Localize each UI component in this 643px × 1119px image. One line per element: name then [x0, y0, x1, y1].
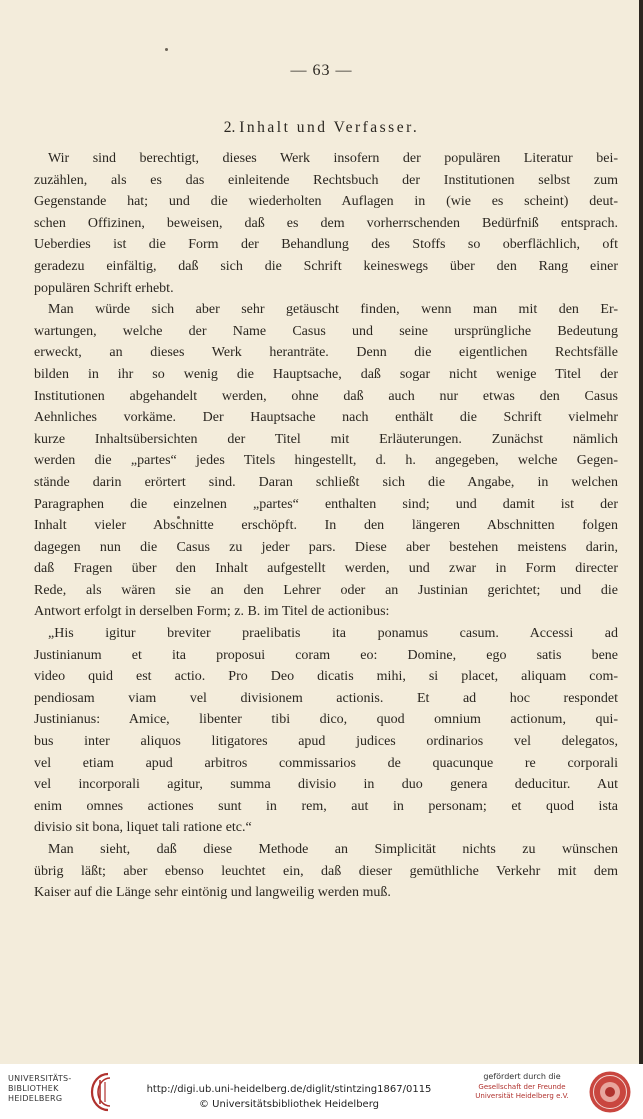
library-logo-icon — [86, 1070, 120, 1114]
text-line: Aehnliches vorkäme. Der Hauptsache nach enthält die Schrift vielmehr — [34, 410, 618, 426]
text-line: Wir sind berechtigt, dieses Werk insofern der populären Literatur bei- — [48, 151, 618, 166]
section-title: Inhalt und Verfasser. — [239, 119, 420, 136]
text-line: schen Offizinen, beweisen, daß es dem vorherrschenden Bedürfniß entsprach. — [34, 215, 618, 231]
library-name-line: HEIDELBERG — [8, 1094, 63, 1103]
text-line: erweckt, an dieses Werk heranträte. Denn die eigentlichen Rechtsfälle — [34, 345, 618, 361]
text-line: Man sieht, daß diese Methode an Simplicität nichts zu wünschen — [48, 842, 618, 857]
text-line: vel incorporali agitur, summa divisio in duo genera deducitur. Aut — [34, 777, 618, 793]
text-line: stände darin erörtert sind. Daran schließt sich die Angabe, in welchen — [34, 474, 618, 490]
text-line: daß Fragen über den Inhalt aufgestellt werden, und zwar in Form directer — [34, 561, 618, 577]
text-line: enim omnes actiones sunt in rem, aut in personam; et quod ista — [34, 798, 618, 814]
text-line: Rede, als wären sie an den Lehrer oder an Justinian gerichtet; und die — [34, 582, 618, 598]
text-line: Justinianum et ita proposui coram eo: Domine, ego satis bene — [34, 647, 618, 663]
text-line: Gegenstande hat; und die wiederholten Auflagen in (wie es scheint) deut- — [34, 194, 618, 210]
text-line: Ueberdies ist die Form der Behandlung des Stoffs so oberflächlich, oft — [34, 237, 618, 253]
copyright-notice: © Universitätsbibliothek Heidelberg — [198, 1099, 379, 1110]
section-number: 2. — [223, 119, 236, 136]
university-seal-icon — [588, 1070, 632, 1114]
text-line: bus inter aliquos litigatores apud judices ordinarios vel delegatos, — [34, 734, 618, 750]
source-url-link[interactable]: http://digi.ub.uni-heidelberg.de/diglit/stintzing1867/0115 — [146, 1084, 432, 1095]
ink-speck — [165, 48, 168, 51]
text-line: werden die „partes“ jedes Titels hingestellt, d. h. angegeben, welche Gegen- — [34, 453, 618, 469]
text-line: Kaiser auf die Länge sehr eintönig und langweilig werden muß. — [34, 885, 391, 901]
text-line: Paragraphen die einzelnen „partes“ enthalten sind; und damit ist der — [34, 496, 618, 512]
sponsor-line: gefördert durch die — [483, 1072, 561, 1081]
section-heading — [0, 119, 643, 137]
sponsor-line: Gesellschaft der Freunde — [478, 1083, 566, 1091]
text-line: Institutionen abgehandelt werden, ohne daß auch nur etwas den Casus — [34, 388, 618, 404]
text-line: geradezu einfältig, daß sich die Schrift keineswegs über den Rang einer — [34, 258, 618, 274]
footer-bar — [0, 1064, 643, 1119]
text-line: Man würde sich aber sehr getäuscht finden, wenn man mit den Er- — [48, 302, 618, 318]
text-line: wartungen, welche der Name Casus und seine ursprüngliche Bedeutung — [34, 323, 618, 339]
library-name-line: UNIVERSITÄTS- — [8, 1074, 72, 1083]
library-name-line: BIBLIOTHEK — [8, 1084, 59, 1093]
text-line: populären Schrift erhebt. — [34, 280, 174, 296]
body-text — [34, 148, 618, 904]
text-line: dagegen nun die Casus zu jeder pars. Diese aber bestehen meistens darin, — [34, 539, 618, 555]
text-line: kurze Inhaltsübersichten der Titel mit Erläuterungen. Zunächst nämlich — [34, 431, 618, 447]
text-line: divisio sit bona, liquet tali ratione etc.“ — [34, 820, 252, 836]
library-name — [8, 1074, 88, 1104]
text-line: Antwort erfolgt in derselben Form; z. B. im Titel de actionibus: — [34, 604, 390, 620]
text-line: „His igitur breviter praelibatis ita ponamus casum. Accessi ad — [48, 626, 618, 642]
text-line: Justinianus: Amice, libenter tibi dico, quod omnium actionum, qui- — [34, 712, 618, 728]
text-line: zuzählen, als es das einleitende Rechtsbuch der Institutionen selbst zum — [34, 172, 618, 188]
sponsor-note — [462, 1072, 582, 1101]
page-number: — 63 — — [290, 62, 353, 79]
text-line: pendiosam viam vel divisionem actionis. Et ad hoc respondet — [34, 690, 618, 706]
text-line: übrig läßt; aber ebenso leuchtet ein, daß dieser gemüthliche Verkehr mit dem — [34, 863, 618, 879]
text-line: video quid est actio. Pro Deo dicatis mihi, si placet, aliquam com- — [34, 669, 618, 685]
text-line: Inhalt vieler Abschnitte erschöpft. In den längeren Abschnitten folgen — [34, 518, 618, 534]
text-line: bilden in ihr so wenig die Hauptsache, daß sogar nicht wenige Titel der — [34, 366, 618, 382]
sponsor-line: Universität Heidelberg e.V. — [475, 1092, 569, 1100]
text-line: vel etiam apud arbitros commissarios de quacunque re corporali — [34, 755, 618, 771]
